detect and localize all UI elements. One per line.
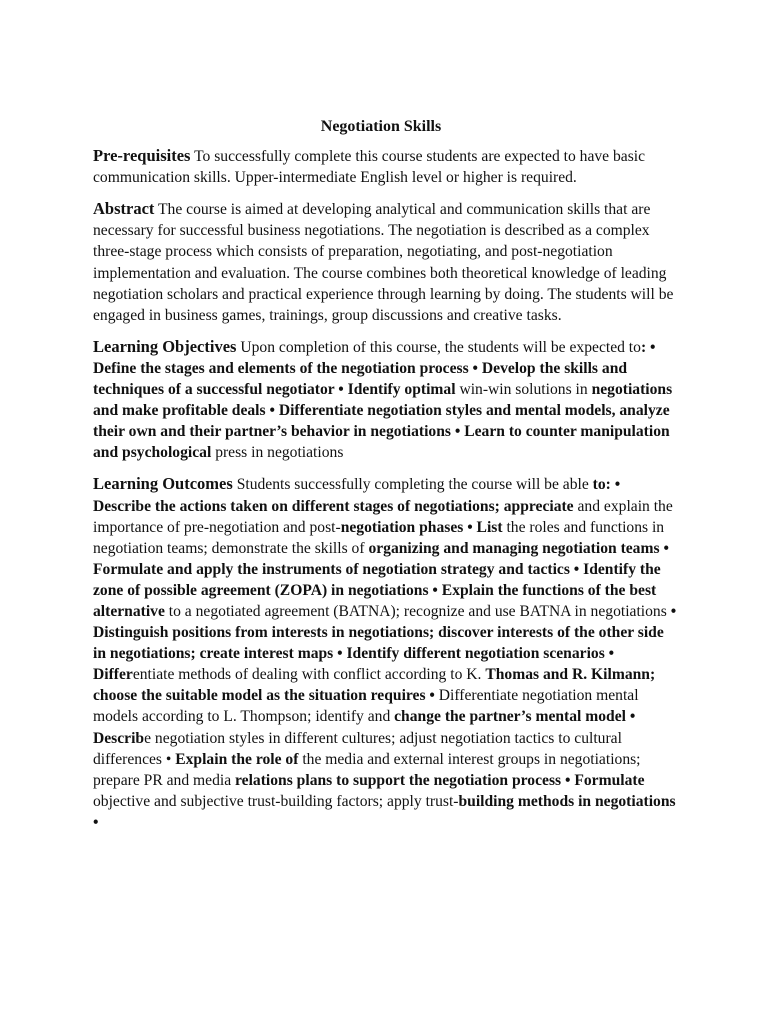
section-text-bold: • Distinguish positions from interests in negotiations; discover interests of the other side in negotiations; create interest maps • Identify different negotiation scenarios • Differ	[93, 602, 677, 684]
section-text: win-win solutions in	[459, 381, 592, 399]
section-text: objective and subjective trust-building factors; apply trust-	[93, 792, 459, 810]
section-text: e negotiation styles in different cultures; adjust negotiation tactics to cultural differences •	[93, 729, 622, 768]
section-text-bold: organizing and managing negotiation teams • Formulate and apply the instruments of negotiation strategy and tactics • Identify the zone of possible agreement (ZOPA) in negotiations • Explain the functions of the best alternative	[93, 539, 669, 620]
section-abstract	[93, 198, 677, 326]
section-text: and explain the importance of pre-negotiation and post-	[93, 497, 673, 536]
section-text: Students successfully completing the course will be able	[232, 476, 593, 494]
section-text-bold: relations plans to support the negotiation process • Formulate	[235, 771, 645, 789]
section-text-bold: negotiation phases • List	[340, 518, 507, 536]
section-text-bold: change the partner’s mental model • Describ	[93, 708, 636, 747]
section-text-bold: Thomas and R. Kilmann; choose the suitable model as the situation requires •	[93, 666, 656, 705]
section-text-bold: : • Define the stages and elements of the negotiation process • Develop the skills and techniques of a successful negotiator • Identify optimal	[93, 338, 656, 399]
section-heading: Pre-requisites	[93, 146, 191, 166]
section-text-bold: building methods in negotiations •	[93, 792, 676, 831]
section-text-bold: Explain the role of	[175, 750, 303, 768]
section-text: the media and external interest groups in negotiations; prepare PR and media	[93, 750, 641, 789]
section-text: press in negotiations	[215, 444, 344, 462]
section-text-bold: to: • Describe the actions taken on different stages of negotiations; appreciate	[93, 476, 621, 515]
document-title: Negotiation Skills	[320, 118, 442, 135]
section-prerequisites	[93, 145, 677, 188]
section-text: To successfully complete this course students are expected to have basic communication skills. Upper-intermediate English level or higher is required.	[93, 148, 646, 187]
section-heading: Abstract	[93, 199, 155, 219]
section-text: The course is aimed at developing analytical and communication skills that are necessary for successful business negotiations. The negotiation is described as a complex three-stage process which consists of preparation, negotiating, and post-negotiation implementation and evaluation. The course combines both theoretical knowledge of leading negotiation scholars and practical experience through learning by doing. The students will be engaged in business games, trainings, group discussions and creative tasks.	[93, 201, 674, 324]
document-page	[93, 116, 677, 843]
section-text: entiate methods of dealing with conflict according to K.	[132, 666, 486, 684]
section-heading: Learning Outcomes	[93, 474, 233, 494]
section-heading: Learning Objectives	[93, 336, 237, 356]
section-learning-objectives	[93, 336, 677, 464]
section-text: Differentiate negotiation mental models according to L. Thompson; identify and	[93, 687, 639, 726]
section-learning-outcomes	[93, 473, 677, 833]
section-text: Upon completion of this course, the students will be expected to	[236, 338, 641, 356]
section-text-bold: negotiations and make profitable deals • Differentiate negotiation styles and mental models, analyze their own and their partner’s behavior in negotiations • Learn to counter manipulation and psychological	[93, 381, 673, 462]
section-text: to a negotiated agreement (BATNA); recognize and use BATNA in negotiations	[168, 602, 671, 620]
section-text: the roles and functions in negotiation teams; demonstrate the skills of	[93, 518, 665, 557]
